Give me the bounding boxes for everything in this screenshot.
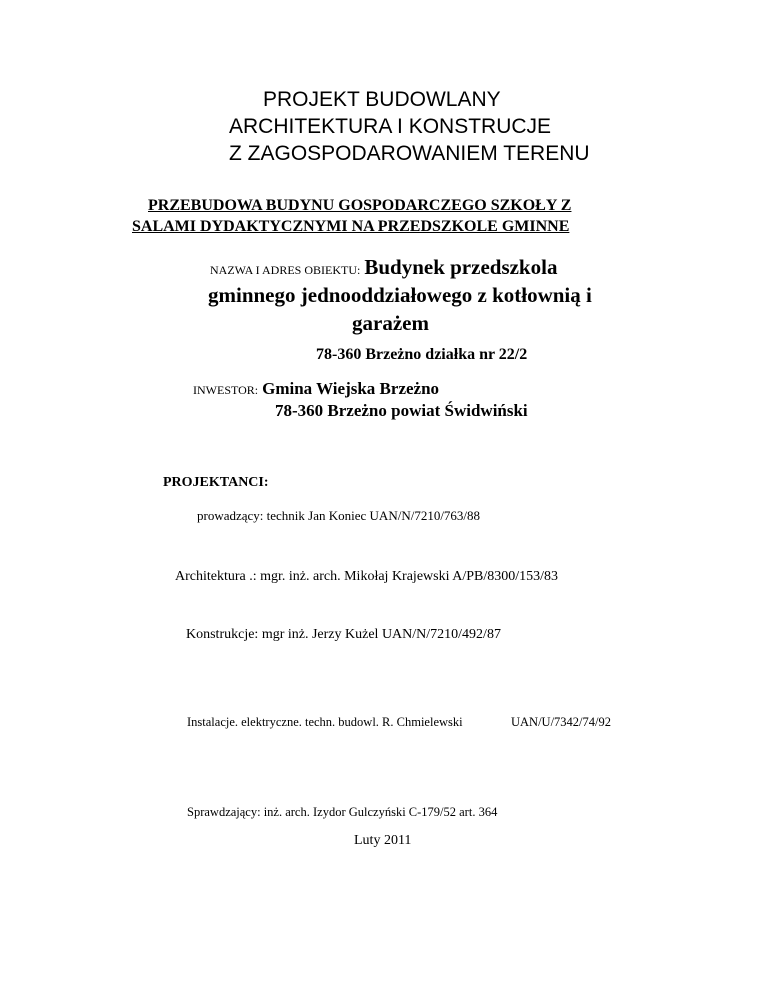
object-name-line-1: Budynek przedszkola	[364, 255, 558, 279]
object-first-line	[210, 254, 557, 283]
subject-line-2: SALAMI DYDAKTYCZNYMI NA PRZEDSZKOLE GMINNE	[132, 218, 570, 235]
document-date: Luty 2011	[354, 833, 412, 848]
object-name-line-2: gminnego jednooddziałowego z kotłownią i	[208, 283, 592, 307]
object-label: NAZWA I ADRES OBIEKTU:	[210, 263, 361, 277]
designer-lead: prowadzący: technik Jan Koniec UAN/N/7210/763/88	[197, 508, 481, 523]
designer-electrical-name: Instalacje. elektryczne. techn. budowl. R. Chmielewski	[187, 715, 463, 729]
investor-name: Gmina Wiejska Brzeżno	[262, 379, 440, 398]
designers-heading: PROJEKTANCI:	[163, 475, 269, 490]
subject-line-1: PRZEBUDOWA BUDYNU GOSPODARCZEGO SZKOŁY Z	[148, 197, 572, 214]
designer-architecture: Architektura .: mgr. inż. arch. Mikołaj Krajewski A/PB/8300/153/83	[175, 569, 558, 584]
title-line-2: ARCHITEKTURA I KONSTRUCJE	[229, 115, 552, 138]
designer-structures: Konstrukcje: mgr inż. Jerzy Kużel UAN/N/7210/492/87	[186, 627, 501, 642]
object-address: 78-360 Brzeżno działka nr 22/2	[316, 346, 528, 363]
object-name-line-3: garażem	[352, 311, 429, 335]
investor-line	[193, 378, 439, 401]
title-line-1: PROJEKT BUDOWLANY	[263, 88, 501, 111]
designer-checker: Sprawdzający: inż. arch. Izydor Gulczyński C-179/52 art. 364	[187, 805, 498, 819]
title-line-3: Z ZAGOSPODAROWANIEM TERENU	[229, 142, 590, 165]
investor-address: 78-360 Brzeżno powiat Świdwiński	[275, 401, 528, 420]
designer-electrical-license: UAN/U/7342/74/92	[511, 715, 611, 729]
investor-label: INWESTOR:	[193, 383, 259, 397]
